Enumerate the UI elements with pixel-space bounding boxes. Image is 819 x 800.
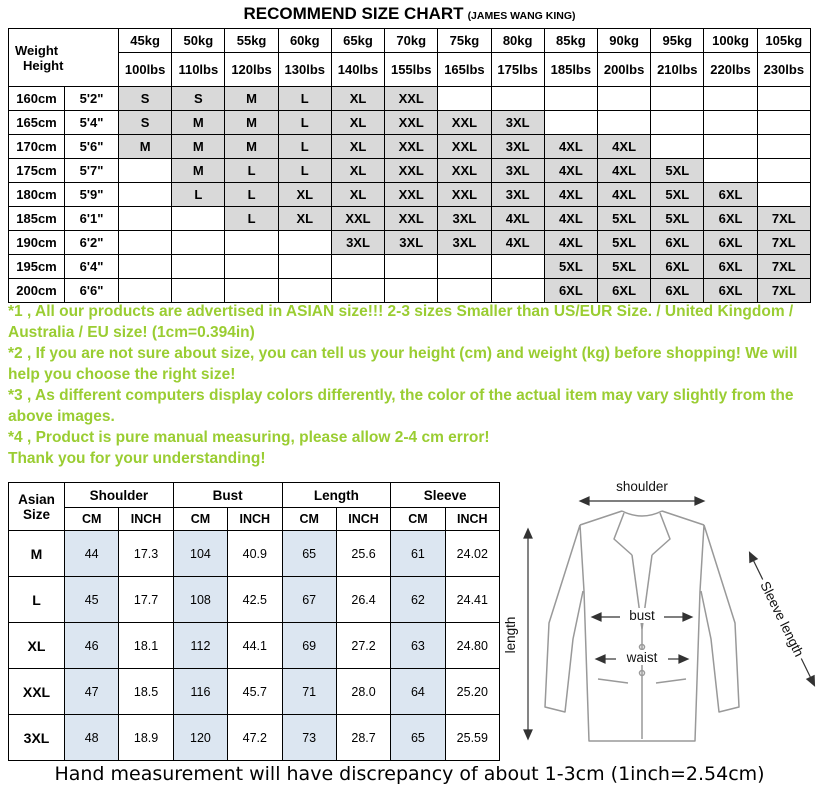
size-cell: M xyxy=(225,111,278,135)
size-chart-row xyxy=(9,183,811,207)
height-cm-label: 175cm xyxy=(9,159,65,183)
size-cell: M xyxy=(119,135,172,159)
size-cell xyxy=(331,255,384,279)
weight-kg-header: 55kg xyxy=(225,29,278,53)
measure-value: 116 xyxy=(173,669,227,715)
size-cell: L xyxy=(278,87,331,111)
size-cell xyxy=(704,159,757,183)
height-ft-label: 6'1" xyxy=(65,207,119,231)
size-chart-table xyxy=(8,28,811,303)
size-cell: XXL xyxy=(385,207,438,231)
size-cell: XXL xyxy=(385,87,438,111)
size-cell xyxy=(385,279,438,303)
waist-label: waist xyxy=(626,650,658,665)
height-cm-label: 165cm xyxy=(9,111,65,135)
size-cell: 3XL xyxy=(491,135,544,159)
size-cell: XXL xyxy=(385,111,438,135)
size-cell xyxy=(172,255,225,279)
measure-value: 18.9 xyxy=(119,715,173,761)
size-cell: 4XL xyxy=(491,231,544,255)
weight-kg-header: 80kg xyxy=(491,29,544,53)
weight-lbs-header: 155lbs xyxy=(385,53,438,87)
note-3: *3 , As different computers display colors differently, the color of the actual item may vary slightly from the above images. xyxy=(8,387,794,425)
measure-value: 48 xyxy=(65,715,119,761)
weight-kg-header: 85kg xyxy=(544,29,597,53)
weight-lbs-row xyxy=(9,53,811,87)
weight-lbs-header: 140lbs xyxy=(331,53,384,87)
measure-row xyxy=(9,669,500,715)
size-cell: XXL xyxy=(385,159,438,183)
unit-header: INCH xyxy=(119,508,173,531)
measure-value: 112 xyxy=(173,623,227,669)
jacket-measure-diagram xyxy=(502,477,817,769)
size-label: Size xyxy=(22,506,50,522)
measure-value: 47 xyxy=(65,669,119,715)
measure-size-label: 3XL xyxy=(9,715,65,761)
size-cell xyxy=(172,231,225,255)
size-cell: 6XL xyxy=(704,279,757,303)
size-cell: S xyxy=(119,87,172,111)
size-cell: 5XL xyxy=(597,207,650,231)
group-sleeve-header: Sleeve xyxy=(391,483,500,508)
measure-value: 62 xyxy=(391,577,445,623)
size-cell xyxy=(597,111,650,135)
measure-value: 18.1 xyxy=(119,623,173,669)
size-cell: XXL xyxy=(385,135,438,159)
measure-value: 24.80 xyxy=(445,623,499,669)
asian-label: Asian xyxy=(18,491,55,507)
jacket-outline-icon xyxy=(545,511,739,741)
size-cell xyxy=(544,87,597,111)
size-cell: 7XL xyxy=(757,231,810,255)
size-cell: M xyxy=(172,159,225,183)
size-cell xyxy=(491,255,544,279)
weight-lbs-header: 230lbs xyxy=(757,53,810,87)
size-cell: 4XL xyxy=(544,183,597,207)
measure-value: 25.6 xyxy=(336,531,390,577)
size-cell: M xyxy=(225,135,278,159)
measure-value: 24.41 xyxy=(445,577,499,623)
size-cell: L xyxy=(278,111,331,135)
weight-lbs-header: 185lbs xyxy=(544,53,597,87)
height-cm-label: 190cm xyxy=(9,231,65,255)
weight-lbs-header: 130lbs xyxy=(278,53,331,87)
measure-value: 46 xyxy=(65,623,119,669)
measure-table-body xyxy=(9,531,500,761)
weight-kg-header: 105kg xyxy=(757,29,810,53)
measure-value: 27.2 xyxy=(336,623,390,669)
size-cell: XXL xyxy=(438,135,491,159)
measure-value: 64 xyxy=(391,669,445,715)
height-ft-label: 5'2" xyxy=(65,87,119,111)
size-cell: L xyxy=(172,183,225,207)
weight-kg-header: 45kg xyxy=(119,29,172,53)
size-cell xyxy=(491,279,544,303)
size-cell: M xyxy=(172,111,225,135)
size-cell xyxy=(651,111,704,135)
footer-note: Hand measurement will have discrepancy of about 1-3cm (1inch=2.54cm) xyxy=(54,763,765,785)
size-cell: XXL xyxy=(438,159,491,183)
unit-header: CM xyxy=(65,508,119,531)
size-cell: 6XL xyxy=(651,279,704,303)
size-cell: 3XL xyxy=(491,159,544,183)
size-cell: 7XL xyxy=(757,207,810,231)
dimension-arrows xyxy=(524,497,817,739)
size-cell: 6XL xyxy=(704,183,757,207)
measure-value: 69 xyxy=(282,623,336,669)
measure-group-row xyxy=(9,483,500,508)
size-cell xyxy=(172,279,225,303)
measure-value: 17.3 xyxy=(119,531,173,577)
bust-label: bust xyxy=(629,608,655,623)
height-cm-label: 180cm xyxy=(9,183,65,207)
size-cell xyxy=(119,159,172,183)
size-cell xyxy=(757,183,810,207)
size-cell: 6XL xyxy=(651,255,704,279)
measure-value: 63 xyxy=(391,623,445,669)
size-cell: 5XL xyxy=(651,207,704,231)
size-cell: 7XL xyxy=(757,255,810,279)
length-label: length xyxy=(503,616,518,654)
height-cm-label: 170cm xyxy=(9,135,65,159)
measure-value: 28.0 xyxy=(336,669,390,715)
measure-row xyxy=(9,531,500,577)
size-cell: XL xyxy=(278,183,331,207)
size-cell: M xyxy=(225,87,278,111)
unit-header: CM xyxy=(282,508,336,531)
size-cell: XL xyxy=(331,135,384,159)
size-cell: 5XL xyxy=(651,159,704,183)
size-cell: XL xyxy=(331,159,384,183)
size-cell: 6XL xyxy=(597,279,650,303)
measure-value: 65 xyxy=(391,715,445,761)
size-cell xyxy=(278,231,331,255)
weight-lbs-header: 165lbs xyxy=(438,53,491,87)
size-cell: XXL xyxy=(438,183,491,207)
height-ft-label: 5'7" xyxy=(65,159,119,183)
measure-value: 45 xyxy=(65,577,119,623)
note-thanks: Thank you for your understanding! xyxy=(8,450,266,467)
size-cell: L xyxy=(225,159,278,183)
size-cell xyxy=(757,111,810,135)
note-1: *1 , All our products are advertised in ASIAN size!!! 2-3 sizes Smaller than US/EUR Size. / United Kingdom / Australia / EU size! (1cm=0.394in) xyxy=(8,303,794,341)
size-cell: XL xyxy=(278,207,331,231)
size-cell xyxy=(757,87,810,111)
weight-height-corner xyxy=(9,29,119,87)
weight-kg-header: 60kg xyxy=(278,29,331,53)
measure-value: 45.7 xyxy=(228,669,282,715)
size-cell xyxy=(438,87,491,111)
height-ft-label: 5'4" xyxy=(65,111,119,135)
size-cell: 3XL xyxy=(438,207,491,231)
size-chart-row xyxy=(9,231,811,255)
size-cell: 5XL xyxy=(544,255,597,279)
size-cell: 4XL xyxy=(544,159,597,183)
measure-value: 73 xyxy=(282,715,336,761)
size-cell xyxy=(757,135,810,159)
size-cell: XXL xyxy=(331,207,384,231)
measure-size-label: XL xyxy=(9,623,65,669)
size-cell xyxy=(438,279,491,303)
height-cm-label: 185cm xyxy=(9,207,65,231)
size-cell: XL xyxy=(331,183,384,207)
weight-lbs-header: 110lbs xyxy=(172,53,225,87)
measure-row xyxy=(9,623,500,669)
size-cell: XL xyxy=(331,111,384,135)
measure-value: 44 xyxy=(65,531,119,577)
size-cell: 6XL xyxy=(651,231,704,255)
size-cell: L xyxy=(225,183,278,207)
weight-kg-header: 50kg xyxy=(172,29,225,53)
height-ft-label: 6'2" xyxy=(65,231,119,255)
group-length-header: Length xyxy=(282,483,391,508)
weight-lbs-header: 100lbs xyxy=(119,53,172,87)
weight-lbs-header: 210lbs xyxy=(651,53,704,87)
size-chart-row xyxy=(9,255,811,279)
size-cell: S xyxy=(172,87,225,111)
size-chart-row xyxy=(9,279,811,303)
height-ft-label: 5'9" xyxy=(65,183,119,207)
size-chart-row xyxy=(9,111,811,135)
measure-value: 26.4 xyxy=(336,577,390,623)
title-sub: (JAMES WANG KING) xyxy=(467,10,576,22)
size-cell: XXL xyxy=(438,111,491,135)
size-chart-row xyxy=(9,87,811,111)
group-bust-header: Bust xyxy=(173,483,282,508)
measure-row xyxy=(9,577,500,623)
height-cm-label: 195cm xyxy=(9,255,65,279)
unit-header: CM xyxy=(173,508,227,531)
size-chart-body xyxy=(9,87,811,303)
size-cell: 4XL xyxy=(544,207,597,231)
size-cell xyxy=(119,279,172,303)
measure-value: 25.59 xyxy=(445,715,499,761)
measure-value: 108 xyxy=(173,577,227,623)
size-cell: XL xyxy=(331,87,384,111)
measure-size-label: L xyxy=(9,577,65,623)
measure-value: 67 xyxy=(282,577,336,623)
size-cell: 3XL xyxy=(491,111,544,135)
size-chart-row xyxy=(9,207,811,231)
size-cell: 4XL xyxy=(597,135,650,159)
height-ft-label: 5'6" xyxy=(65,135,119,159)
group-shoulder-header: Shoulder xyxy=(65,483,174,508)
measure-value: 47.2 xyxy=(228,715,282,761)
size-cell: XXL xyxy=(385,183,438,207)
size-cell xyxy=(172,207,225,231)
size-cell xyxy=(119,231,172,255)
title-main: RECOMMEND SIZE CHART xyxy=(243,4,464,23)
size-cell: 6XL xyxy=(704,207,757,231)
size-cell xyxy=(544,111,597,135)
size-cell: L xyxy=(278,135,331,159)
measure-value: 28.7 xyxy=(336,715,390,761)
size-cell: 4XL xyxy=(544,135,597,159)
size-cell xyxy=(119,255,172,279)
size-cell xyxy=(597,87,650,111)
note-2: *2 , If you are not sure about size, you can tell us your height (cm) and weight (kg) before shopping! We will help you choose the right size! xyxy=(8,345,798,383)
size-cell xyxy=(278,279,331,303)
weight-kg-header: 75kg xyxy=(438,29,491,53)
size-cell: 6XL xyxy=(544,279,597,303)
size-cell xyxy=(119,207,172,231)
size-cell: 5XL xyxy=(597,231,650,255)
weight-lbs-header: 220lbs xyxy=(704,53,757,87)
height-ft-label: 6'6" xyxy=(65,279,119,303)
size-cell xyxy=(651,87,704,111)
measure-size-label: M xyxy=(9,531,65,577)
size-chart-row xyxy=(9,159,811,183)
size-cell xyxy=(225,255,278,279)
size-cell xyxy=(438,255,491,279)
shoulder-label: shoulder xyxy=(616,479,668,494)
size-cell: 6XL xyxy=(704,255,757,279)
measure-units-row xyxy=(9,508,500,531)
weight-lbs-header: 120lbs xyxy=(225,53,278,87)
size-cell: 5XL xyxy=(651,183,704,207)
weight-lbs-header: 175lbs xyxy=(491,53,544,87)
measure-value: 24.02 xyxy=(445,531,499,577)
measure-value: 104 xyxy=(173,531,227,577)
measure-value: 44.1 xyxy=(228,623,282,669)
weight-kg-header: 100kg xyxy=(704,29,757,53)
size-chart-row xyxy=(9,135,811,159)
measure-value: 61 xyxy=(391,531,445,577)
weight-lbs-header: 200lbs xyxy=(597,53,650,87)
size-cell: 4XL xyxy=(491,207,544,231)
size-cell xyxy=(385,255,438,279)
size-cell: 3XL xyxy=(331,231,384,255)
measure-value: 71 xyxy=(282,669,336,715)
size-cell xyxy=(491,87,544,111)
height-ft-label: 6'4" xyxy=(65,255,119,279)
measure-size-label: XXL xyxy=(9,669,65,715)
size-cell: S xyxy=(119,111,172,135)
measure-row xyxy=(9,715,500,761)
weight-kg-header: 90kg xyxy=(597,29,650,53)
size-cell xyxy=(225,231,278,255)
measure-table xyxy=(8,482,500,761)
weight-kg-header: 95kg xyxy=(651,29,704,53)
measure-value: 25.20 xyxy=(445,669,499,715)
size-cell: 3XL xyxy=(438,231,491,255)
size-cell xyxy=(757,159,810,183)
weight-kg-header: 70kg xyxy=(385,29,438,53)
asian-size-header xyxy=(9,483,65,531)
size-cell xyxy=(331,279,384,303)
size-cell: 3XL xyxy=(385,231,438,255)
height-cm-label: 200cm xyxy=(9,279,65,303)
measure-value: 65 xyxy=(282,531,336,577)
size-cell: L xyxy=(278,159,331,183)
measure-value: 40.9 xyxy=(228,531,282,577)
size-cell xyxy=(704,135,757,159)
size-cell: 5XL xyxy=(597,255,650,279)
size-cell xyxy=(704,87,757,111)
size-notes xyxy=(8,301,813,469)
page-title xyxy=(0,4,819,24)
unit-header: CM xyxy=(391,508,445,531)
jacket-diagram-svg xyxy=(502,477,817,769)
size-cell: 4XL xyxy=(544,231,597,255)
note-4: *4 , Product is pure manual measuring, please allow 2-4 cm error! xyxy=(8,429,490,446)
corner-height-label: Height xyxy=(23,57,64,73)
unit-header: INCH xyxy=(336,508,390,531)
size-cell xyxy=(278,255,331,279)
size-cell: 7XL xyxy=(757,279,810,303)
weight-kg-header: 65kg xyxy=(331,29,384,53)
height-cm-label: 160cm xyxy=(9,87,65,111)
size-cell xyxy=(119,183,172,207)
sleeve-length-label: Sleeve length xyxy=(757,578,807,660)
size-cell: 4XL xyxy=(597,183,650,207)
size-cell: 6XL xyxy=(704,231,757,255)
weight-kg-row xyxy=(9,29,811,53)
size-cell xyxy=(704,111,757,135)
measure-value: 18.5 xyxy=(119,669,173,715)
size-cell: M xyxy=(172,135,225,159)
unit-header: INCH xyxy=(228,508,282,531)
unit-header: INCH xyxy=(445,508,499,531)
size-cell: 4XL xyxy=(597,159,650,183)
size-cell xyxy=(225,279,278,303)
measure-value: 17.7 xyxy=(119,577,173,623)
size-cell xyxy=(651,135,704,159)
measure-value: 120 xyxy=(173,715,227,761)
measure-value: 42.5 xyxy=(228,577,282,623)
size-cell: 3XL xyxy=(491,183,544,207)
size-cell: L xyxy=(225,207,278,231)
corner-weight-label: Weight xyxy=(15,42,59,58)
